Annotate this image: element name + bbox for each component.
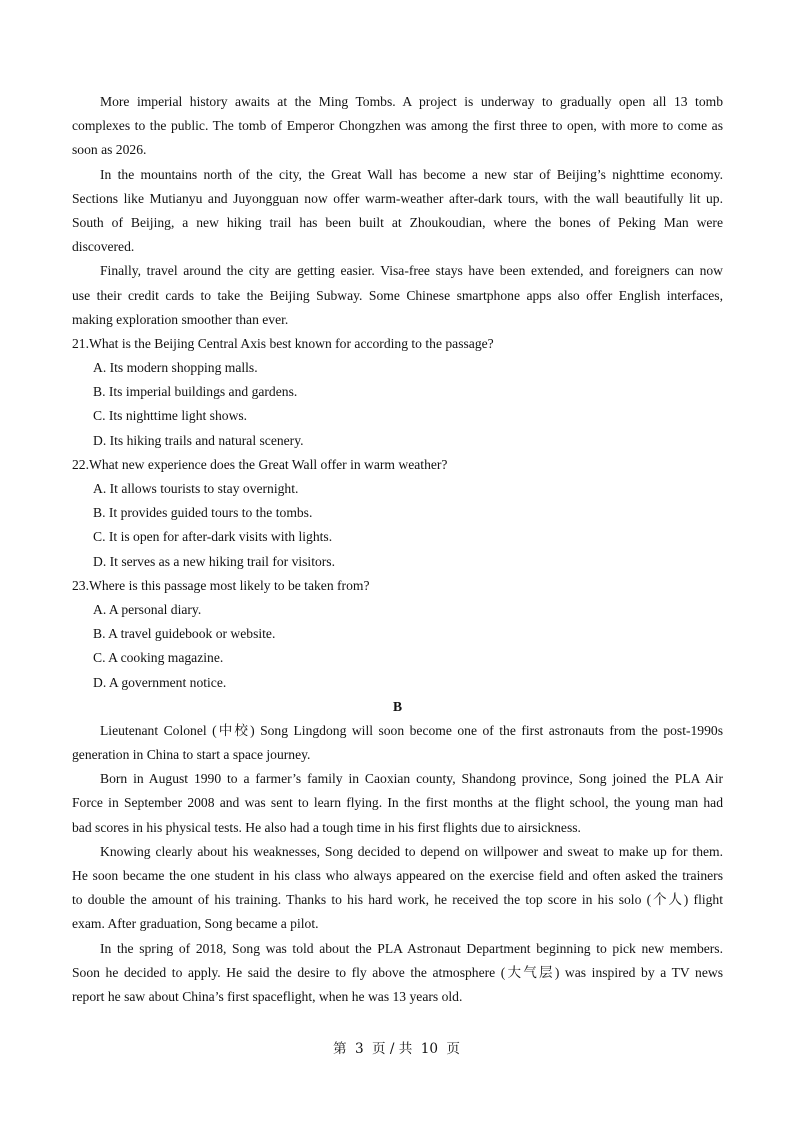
- text-line: discovered.: [72, 239, 135, 255]
- text-line: complexes to the public. The tomb of Emperor Chongzhen was among the first three to open, with more to come as: [72, 118, 723, 134]
- question-option: D. Its hiking trails and natural scenery.: [93, 432, 304, 448]
- question-option: A. It allows tourists to stay overnight.: [93, 481, 299, 496]
- text-line: report he saw about China’s first spaceflight, when he was 13 years old.: [72, 988, 463, 1004]
- document-page: [72, 90, 723, 1009]
- footer-suffix: 页: [446, 1041, 460, 1057]
- text-line: exam. After graduation, Song became a pilot.: [72, 916, 319, 932]
- page-footer: [0, 1039, 793, 1059]
- section-heading: B: [392, 698, 403, 714]
- text-line: In the spring of 2018, Song was told about the PLA Astronaut Department beginning to pick new members.: [100, 940, 723, 956]
- text-line: to double the amount of his training. Thanks to his hard work, he received the top score in his solo (个人) flight: [72, 892, 723, 908]
- question-option: B. It provides guided tours to the tombs.: [93, 505, 313, 521]
- text-line: Sections like Mutianyu and Juyongguan now offer warm-weather after-dark tours, with the wall beautifully lit up.: [72, 190, 723, 206]
- footer-page-number: 3: [354, 1041, 364, 1057]
- text-line: use their credit cards to take the Beijing Subway. Some Chinese smartphone apps also offer English interfaces,: [72, 287, 723, 303]
- question-option: C. Its nighttime light shows.: [93, 408, 248, 424]
- text-line: Born in August 1990 to a farmer’s family in Caoxian county, Shandong province, Song joined the PLA Air: [100, 771, 723, 787]
- question-option: A. A personal diary.: [93, 601, 202, 617]
- text-line: South of Beijing, a new hiking trail has been built at Zhoukoudian, where the bones of Peking Man were: [72, 214, 723, 230]
- text-line: generation in China to start a space journey.: [72, 747, 311, 763]
- text-line: In the mountains north of the city, the Great Wall has become a new star of Beijing’s nighttime economy.: [100, 166, 723, 182]
- question-option: B. Its imperial buildings and gardens.: [93, 384, 298, 400]
- footer-prefix: 第: [333, 1041, 347, 1057]
- text-line: Finally, travel around the city are getting easier. Visa-free stays have been extended, and foreigners can now: [100, 263, 723, 279]
- question-stem: 22.What new experience does the Great Wall offer in warm weather?: [72, 456, 448, 472]
- text-line: More imperial history awaits at the Ming Tombs. A project is underway to gradually open all 13 tomb: [100, 94, 723, 109]
- text-line: Soon he decided to apply. He said the desire to fly above the atmosphere (大气层) was inspired by a TV news: [72, 964, 723, 980]
- question-option: B. A travel guidebook or website.: [93, 626, 276, 642]
- text-line: making exploration smoother than ever.: [72, 311, 289, 327]
- question-stem: 23.Where is this passage most likely to be taken from?: [72, 577, 370, 593]
- text-line: Knowing clearly about his weaknesses, Song decided to depend on willpower and sweat to make up for them.: [100, 843, 723, 859]
- text-line: Force in September 2008 and was sent to learn flying. In the first months at the flight school, the young man had: [72, 795, 723, 811]
- question-option: C. A cooking magazine.: [93, 650, 224, 666]
- footer-total-pages: 10: [420, 1041, 439, 1057]
- question-option: D. A government notice.: [93, 674, 227, 690]
- question-option: A. Its modern shopping malls.: [93, 360, 258, 376]
- question-option: C. It is open for after-dark visits with lights.: [93, 529, 333, 545]
- text-line: He soon became the one student in his class who always appeared on the exercise field and often asked the trainers: [72, 868, 723, 883]
- text-line: bad scores in his physical tests. He also had a tough time in his first flights due to airsickness.: [72, 819, 581, 835]
- text-line: Lieutenant Colonel (中校) Song Lingdong will soon become one of the first astronauts from the post-1990s: [100, 722, 723, 738]
- footer-middle: 页 / 共: [371, 1041, 413, 1057]
- question-option: D. It serves as a new hiking trail for visitors.: [93, 553, 335, 569]
- question-stem: 21.What is the Beijing Central Axis best known for according to the passage?: [72, 335, 494, 351]
- text-line: soon as 2026.: [72, 142, 147, 158]
